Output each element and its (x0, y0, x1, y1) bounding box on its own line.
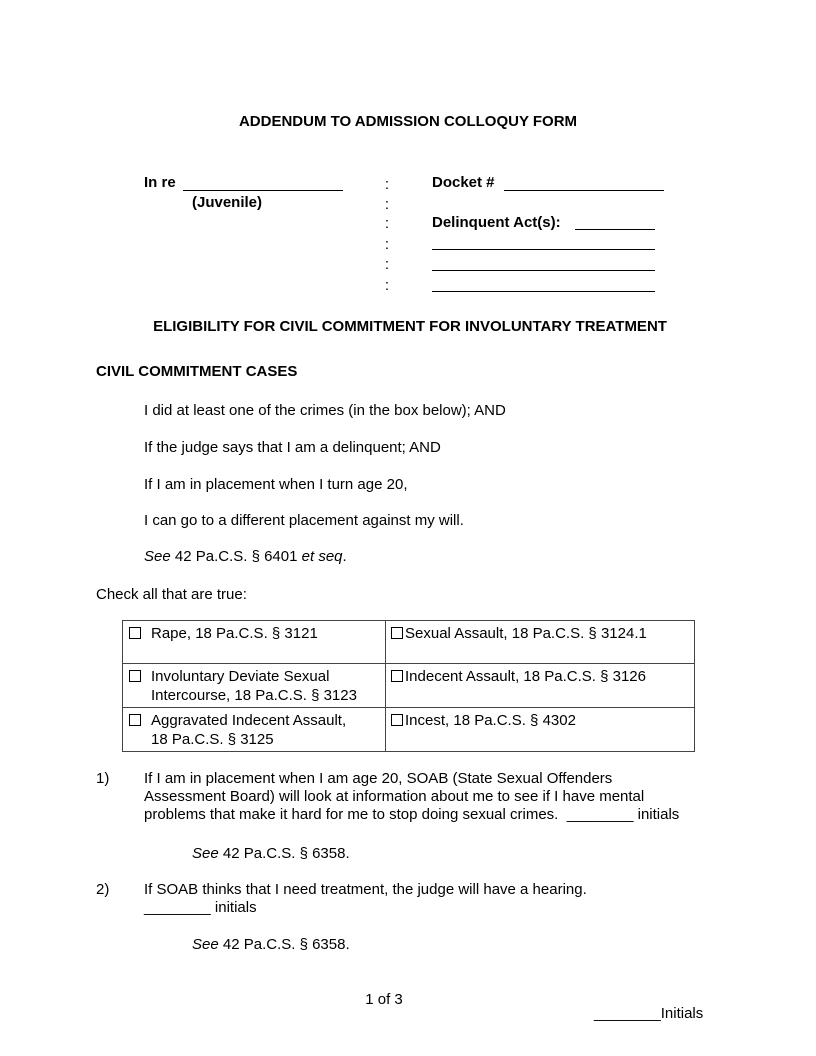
caption-colon: : (384, 176, 390, 193)
citation-text: 42 Pa.C.S. § 6358. (222, 845, 350, 862)
et-seq-label: et seq (301, 548, 343, 565)
item-number: 1) (96, 770, 110, 787)
statement: I did at least one of the crimes (in the box below); AND (144, 402, 506, 419)
crime-label: Sexual Assault, 18 Pa.C.S. § 3124.1 (405, 625, 647, 642)
checkbox[interactable] (129, 714, 141, 726)
table-row (123, 664, 695, 708)
section-heading: ELIGIBILITY FOR CIVIL COMMITMENT FOR INVOLUNTARY TREATMENT (153, 318, 667, 335)
item-number: 2) (96, 881, 110, 898)
crime-label: Indecent Assault, 18 Pa.C.S. § 3126 (405, 668, 646, 685)
delinquent-act-field[interactable] (432, 249, 655, 250)
citation-main (144, 548, 347, 565)
initials-label: initials (214, 899, 257, 916)
in-re-name-field[interactable] (183, 190, 343, 191)
item-text: If SOAB thinks that I need treatment, the judge will have a hearing. ________ initials (144, 881, 587, 916)
caption-colon: : (384, 256, 390, 273)
statement: If the judge says that I am a delinquent; AND (144, 439, 441, 456)
docket-number-field[interactable] (504, 190, 664, 191)
check-instruction: Check all that are true: (96, 586, 247, 603)
delinquent-act-field[interactable] (432, 291, 655, 292)
checkbox[interactable] (391, 714, 403, 726)
citation-text: 42 Pa.C.S. § 6358. (222, 936, 350, 953)
initials-label: Initials (660, 1005, 704, 1022)
see-label: See (192, 936, 219, 953)
section-subheading: CIVIL COMMITMENT CASES (96, 363, 298, 380)
crime-cell (386, 708, 695, 752)
initials-blank[interactable]: ________ (144, 899, 211, 916)
crime-cell (123, 621, 386, 664)
see-label: See (192, 845, 219, 862)
see-label: See (144, 548, 171, 565)
delinquent-acts-label: Delinquent Act(s): (432, 214, 561, 231)
crime-label: Rape, 18 Pa.C.S. § 3121 (151, 625, 318, 642)
crime-label: Involuntary Deviate Sexual Intercourse, 18 Pa.C.S. § 3123 (151, 668, 357, 704)
crime-cell (386, 664, 695, 708)
page-number: 1 of 3 (365, 991, 403, 1008)
page-title: ADDENDUM TO ADMISSION COLLOQUY FORM (238, 113, 578, 130)
checkbox[interactable] (391, 670, 403, 682)
caption-colon: : (384, 236, 390, 253)
initials-blank[interactable]: ________ (566, 806, 634, 823)
caption-colon: : (384, 196, 390, 213)
delinquent-act-field[interactable] (432, 270, 655, 271)
crime-cell (123, 664, 386, 708)
initials-blank[interactable]: ________ (594, 1005, 661, 1022)
citation-period: . (342, 548, 347, 565)
checkbox[interactable] (129, 670, 141, 682)
crime-cell (123, 708, 386, 752)
docket-label: Docket # (432, 174, 495, 191)
checkbox[interactable] (391, 627, 403, 639)
item-citation (192, 845, 350, 862)
item-text: If I am in placement when I am age 20, SOAB (State Sexual Offenders Assessment Board) will look at information about me to see if I have mental problems that make it hard for me to stop doing sexual crimes. ________ initials (144, 770, 680, 823)
table-row (123, 621, 695, 664)
checkbox[interactable] (129, 627, 141, 639)
crime-label: Incest, 18 Pa.C.S. § 4302 (405, 712, 576, 729)
crimes-table (122, 620, 695, 752)
item-citation (192, 936, 350, 953)
statement: If I am in placement when I turn age 20, (144, 476, 408, 493)
initials-label: initials (637, 806, 680, 823)
in-re-label: In re (144, 174, 176, 191)
delinquent-act-field[interactable] (575, 229, 655, 230)
caption-colon: : (384, 215, 390, 232)
footer-initials (594, 1005, 703, 1022)
statement: I can go to a different placement against my will. (144, 512, 464, 529)
crime-cell (386, 621, 695, 664)
citation-text: 42 Pa.C.S. § 6401 (174, 548, 298, 565)
caption-colon: : (384, 277, 390, 294)
crime-label: Aggravated Indecent Assault, 18 Pa.C.S. § 3125 (151, 712, 347, 748)
table-row (123, 708, 695, 752)
juvenile-label: (Juvenile) (192, 194, 263, 211)
